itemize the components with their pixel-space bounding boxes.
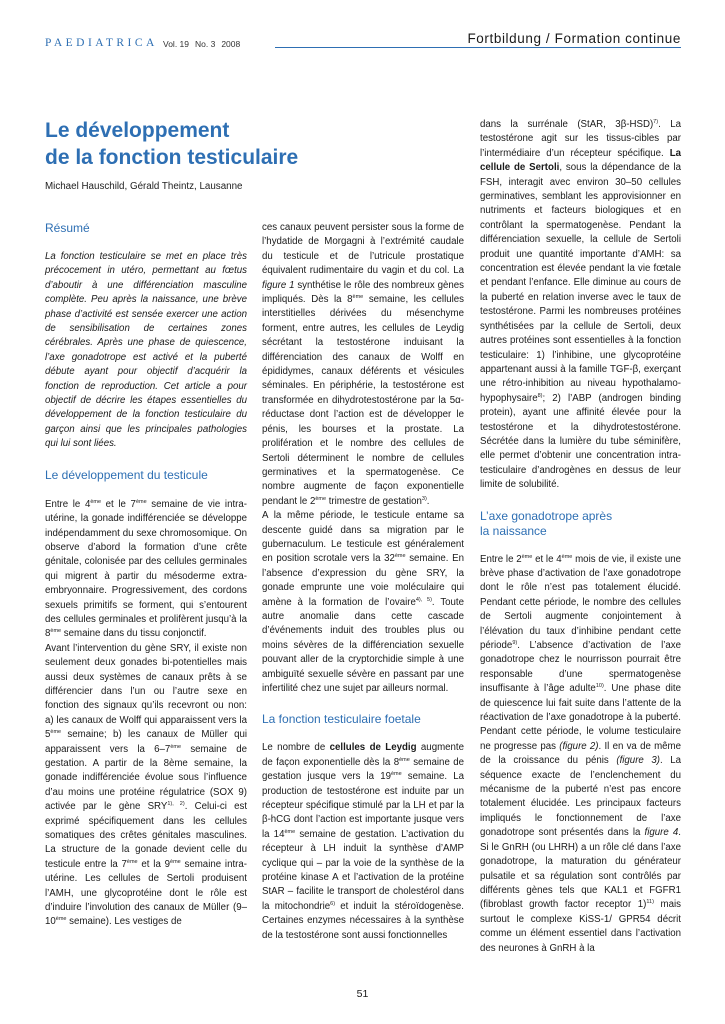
volume: Vol. 19: [163, 39, 189, 49]
foetal-heading: La fonction testiculaire foetale: [262, 712, 421, 727]
year: 2008: [221, 39, 241, 49]
figure-ref: figure 1: [262, 279, 295, 291]
volume-info: [163, 39, 246, 49]
page-header: [45, 31, 681, 54]
paragraph: A la même période, le testicule entame sa descente guidé dans sa migration par le gubernaculum. Le testicule est généralement en position scrotale vers la 32ème semaine. En l’absence d’expression du gène SRY, la gonade emprunte une voie moléculaire qui amène à la formation de l’ovaire$^{4), 5)}$. Toute autre anomalie dans cette cascade d’événements induit des troubles plus ou moins sévères de la différenciation sexuelle pouvant aller de la cryptorchidie simple à une ambiguïté sexuelle sévère en passant par une infertilité chez une sujet par ailleurs normal.: [262, 510, 465, 694]
paragraph: ces canaux peuvent persister sous la forme de l’hydatide de Morgagni à l’extrémité caudale du testicule et de l’utricule prostatique équivalent rudimentaire du vagin et du col. La figure 1 synthétise le rôle des nombreux gènes impliqués. Dès la 8ème semaine, les cellules interstitielles dérivées du mésenchyme forment, entre autres, les cellules de Leydig sécrétant la testostérone induisant la différenciation des canaux de Wolff en épididymes, canaux déférents et vésicules séminales. En périphérie, la testostérone est transformée en dihydrotestostérone par la 5α-réductase dont l’action est de développer le pénis, les bourses et la prostate. La prolifération et le nombre des cellules de Sertoli déterminent le nombre de cellules germinatives et la spermatogenèse. Ce nombre augmente de façon exponentielle pendant le 2ème trimestre de gestation$^{3)}$.: [262, 222, 465, 507]
column-2: [262, 221, 464, 943]
issue: No. 3: [195, 39, 216, 49]
figure-ref: (figure 2): [559, 740, 599, 752]
section-rubric: Fortbildung / Formation continue: [467, 31, 681, 46]
resume-text: La fonction testiculaire se met en place très précocement in utéro, permettant au fœtus d’aboutir à une différenciation masculine complète. Peu après la naissance, une brève phase d’activité est sensée exercer une action de sensibilisation de certaines zones cérébrales. Après une phase de quiescence, l’axe gonadotrope est activé et la puberté débute ayant pour objectif d’acquérir la fonction de reproduction. Cet article a pour objectif de décrire les étapes essentielles du développement de la fonction testiculaire du garçon ainsi que les principales pathologies qui lui sont liées.: [45, 251, 247, 450]
column-3: [480, 118, 681, 956]
axe-heading: L’axe gonadotrope après la naissance: [480, 508, 613, 538]
paragraph: Le nombre de cellules de Leydig augmente de façon exponentielle dès la 8ème semaine de gestation jusque vers la 19ème semaine. La production de testostérone est induite par un récepteur spécifique stimulé par la LH et par la β-hCG dont l’action est importante jusque vers la 14ème semaine de gestation. L’activation du récepteur à LH induit la synthèse d’AMP cyclique qui – par la voie de la synthèse de la protéine kinase A et l’activation de la protéine StAR – facilite le transport de cholestérol dans la mitochondrie$^{6)}$ et induit la stéroïdogenèse. Certaines enzymes nécessaires à la synthèse de la testostérone sont aussi fonctionnelles: [262, 742, 465, 941]
resume-heading: Résumé: [45, 221, 90, 235]
figure-ref: (figure 3): [616, 755, 660, 767]
title-line-1: Le développement: [45, 119, 230, 142]
journal-name: PAEDIATRICA: [45, 37, 158, 49]
paragraph: dans la surrénale (StAR, 3β-HSD)$^{7)}$. La testostérone agit sur les tissus-cibles par l’intermédiaire d’un récepteur spécifique. La cellule de Sertoli, sous la dépendance de la FSH, interagit avec environ 30–50 cellules germinatives, semblant les approvisionner en nutriments et facteurs biologiques et en contrôlant la spermatogenèse. Pendant la différenciation sexuelle, la cellule de Sertoli produit une quantité importante d’AMH: sa concentration est élevée pendant la vie fœtale et pendant l’enfance. Elle diminue au cours de la puberté en relation inverse avec le taux de testostérone. Parmi les nombreuses protéines synthétisées par la cellule de Sertoli, deux autres protéines sont essentielles à la fonction testiculaire: 1) l’inhibine, une glycoprotéine appartenant aussi à la famille TGF-β, exerçant une rétro-inhibition au niveau hypothalamo-hypophysaire$^{8)}$; 2) l’ABP (androgen binding protein), ayant une affinité élevée pour la testostérone et la dihydrotestostérone. Sécrétée dans la lumière du tube séminifère, elle permet d’obtenir une concentration intra-testiculaire d’androgènes en dessus de leur limite de solubilité.: [480, 119, 681, 491]
title-line-2: de la fonction testiculaire: [45, 146, 299, 169]
dev-heading: Le développement du testicule: [45, 467, 208, 482]
paragraph: Entre le 2ème et le 4ème mois de vie, il existe une brève phase d’activation de l’axe gonadotrope dont le rôle n’est pas totalement élucidé. Pendant cette période, le nombre des cellules de Sertoli augmente conjointement à l’élévation du taux d’inhibine pendant cette période$^{9)}$. L’absence d’activation de l’axe gonadotrope chez le nourrisson pourrait être responsable d’une spermatogenèse insuffisante à l’âge adulte$^{10)}$. Une phase dite de quiescence lui fait suite dans l’attente de la réactivation de l’axe gonadotrope à la puberté. Pendant cette période, le volume testiculaire ne progresse pas (figure 2). Il en va de même de la croissance du pénis (figure 3). La séquence exacte de l’enclenchement du mécanisme de la puberté n’est pas encore totalement élucidée. Les principaux facteurs impliqués le fonctionnement de l’axe gonadotrope sont présentés dans la figure 4. Si le GnRH (ou LHRH) a un rôle clé dans l’axe gonadotrope, la maturation du générateur pulsatile et sa régulation sont contrôlés par différents gènes tels que KAL1 et FGFR1 (fibroblast growth factor receptor 1)$^{11)}$ mais surtout le complexe KiSS-1/ GPR54 décrit comme un élément essentiel dans l’activation des neurones à GnRH à la: [480, 553, 682, 954]
paragraph: Avant l’intervention du gène SRY, il existe non seulement deux gonades bi-potentielles mais aussi deux systèmes de canaux prêts à se différencier dans l’un ou l’autre sexe en fonction des signaux qu’ils recevront ou non: a) les canaux de Wolff qui apparaissent vers la 5ème semaine; b) les canaux de Müller qui apparaissent vers la 6–7ème semaine de gestation. A partir de la 8ème semaine, la gonade indifférenciée évolue sous l’influence d’au moins une protéine régulatrice (SOX 9) activée par le gène $SRY^{1), 2)}$. Celui-ci est exprimé spécifiquement dans les cellules somatiques des crêtes génitales masculines. La structure de la gonade devient celle du testicule entre la 7ème et la 9ème semaine intra-utérine. Les cellules de Sertoli produisent l’AMH, une glycoprotéine dont le rôle est d’induire l’involution des canaux de Müller (9–10ème semaine). Les vestiges de: [45, 642, 248, 928]
article-authors: Michael Hauschild, Gérald Theintz, Lausanne: [45, 181, 243, 192]
paragraph: Entre le 4ème et le 7ème semaine de vie intra-utérine, la gonade indifférenciée se développe indépendamment du sexe chromosomique. On observe d’abord la formation d’une crête génitale, colonisée par des cellules germinales qui migrent à partir du mésoderme extra-embryonnaire. Progressivement, des cordons sexuels primitifs se forment, qui s’entourent des cellules germinales et prolifèrent jusqu’à la 8ème semaine dans du tissu conjonctif.: [45, 498, 247, 640]
article-title: [45, 117, 445, 171]
header-rule: [275, 47, 681, 48]
column-1: [45, 221, 247, 930]
figure-ref: figure 4: [644, 827, 679, 839]
page-number: 51: [356, 988, 369, 1000]
